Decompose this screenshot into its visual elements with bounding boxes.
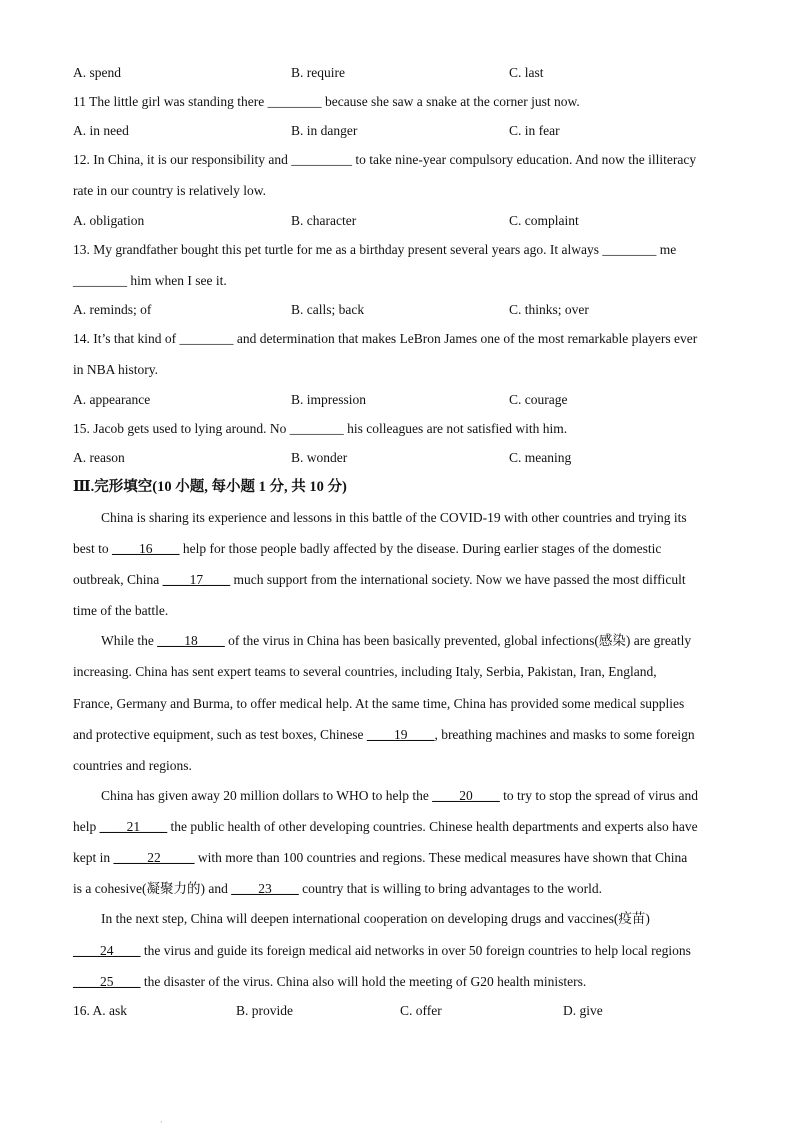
passage-text: In the next step, China will deepen international cooperation on developing drugs and vaccines(疫苗): [101, 911, 650, 926]
q10-option-a: A. spend: [73, 65, 121, 80]
q11-option-b: B. in danger: [291, 123, 358, 138]
passage-text: the virus and guide its foreign medical aid networks in over 50 foreign countries to help local regions: [140, 943, 691, 958]
passage-line: [73, 849, 687, 867]
q14-stem-line1: 14. It’s that kind of ________ and determination that makes LeBron James one of the most remarkable players ever: [73, 331, 698, 346]
passage-text: While the: [101, 633, 158, 648]
passage-text: and protective equipment, such as test boxes, Chinese: [73, 727, 367, 742]
passage-text: kept in: [73, 850, 114, 865]
page-mark: ·: [160, 1118, 163, 1127]
passage-text: China is sharing its experience and lessons in this battle of the COVID-19 with other countries and trying its: [101, 510, 687, 525]
q11-option-a: A. in need: [73, 123, 129, 138]
passage-text: help for those people badly affected by the disease. During earlier stages of the domestic: [179, 541, 662, 556]
passage-text: the disaster of the virus. China also will hold the meeting of G20 health ministers.: [140, 974, 587, 989]
passage-line: [73, 942, 691, 960]
blank-25: ____25____: [73, 974, 141, 989]
q11-stem: 11 The little girl was standing there ________ because she saw a snake at the corner just now.: [73, 94, 580, 109]
q12-stem-line2: rate in our country is relatively low.: [73, 183, 266, 198]
q14-option-c: C. courage: [509, 392, 568, 407]
q11-option-c: C. in fear: [509, 123, 560, 138]
passage-line: [101, 910, 650, 928]
q13-stem-line1: 13. My grandfather bought this pet turtle for me as a birthday present several years ago. It always ________ me: [73, 242, 677, 257]
q10-option-c: C. last: [509, 65, 544, 80]
q12-stem-line1: 12. In China, it is our responsibility and _________ to take nine-year compulsory education. And now the illiteracy: [73, 152, 697, 167]
q12-option-c: C. complaint: [509, 213, 579, 228]
passage-text: help: [73, 819, 100, 834]
passage-text: France, Germany and Burma, to offer medical help. At the same time, China has provided some medical supplies: [73, 696, 685, 711]
blank-21: ____21____: [99, 819, 168, 834]
q16-option-a: 16. A. ask: [73, 1003, 127, 1018]
passage-text: increasing. China has sent expert teams to several countries, including Italy, Serbia, Pakistan, Iran, England,: [73, 664, 657, 679]
passage-text: outbreak, China: [73, 572, 163, 587]
passage-text: with more than 100 countries and regions. These medical measures have shown that China: [194, 850, 688, 865]
passage-line: [73, 757, 192, 775]
q14-option-a: A. appearance: [73, 392, 151, 407]
q15-option-b: B. wonder: [291, 450, 348, 465]
q13-option-a: A. reminds; of: [73, 302, 152, 317]
passage-text: much support from the international society. Now we have passed the most difficult: [230, 572, 686, 587]
section-heading: Ⅲ.完形填空(10 小题, 每小题 1 分, 共 10 分): [73, 479, 347, 495]
passage-text: country that is willing to bring advantages to the world.: [298, 881, 603, 896]
passage-text: , breathing machines and masks to some foreign: [434, 727, 695, 742]
blank-19: ____19____: [366, 727, 435, 742]
blank-16: ____16____: [112, 541, 180, 556]
q14-stem-line2: in NBA history.: [73, 362, 159, 377]
passage-line: [73, 540, 661, 558]
blank-23: ____23____: [231, 881, 299, 896]
q14-option-b: B. impression: [291, 392, 367, 407]
q15-option-c: C. meaning: [509, 450, 572, 465]
q16-option-d: D. give: [563, 1003, 603, 1018]
passage-text: is a cohesive(凝聚力的) and: [73, 881, 232, 896]
q12-option-b: B. character: [291, 213, 357, 228]
passage-line: [73, 818, 698, 836]
passage-line: [73, 880, 602, 898]
passage-line: [73, 663, 657, 681]
passage-line: [73, 695, 684, 713]
passage-text: best to: [73, 541, 112, 556]
passage-text: the public health of other developing countries. Chinese health departments and experts also have: [167, 819, 698, 834]
blank-22: _____22_____: [113, 850, 195, 865]
q16-option-b: B. provide: [236, 1003, 293, 1018]
q16-option-c: C. offer: [400, 1003, 442, 1018]
blank-20: ____20____: [432, 788, 500, 803]
q13-option-b: B. calls; back: [291, 302, 365, 317]
passage-line: [73, 602, 168, 620]
q13-stem-line2: ________ him when I see it.: [73, 273, 227, 288]
blank-24: ____24____: [73, 943, 141, 958]
passage-line: [73, 726, 695, 744]
blank-18: ____18____: [157, 633, 225, 648]
q10-option-b: B. require: [291, 65, 345, 80]
passage-text: time of the battle.: [73, 603, 169, 618]
passage-text: China has given away 20 million dollars to WHO to help the: [101, 788, 433, 803]
q12-option-a: A. obligation: [73, 213, 145, 228]
passage-text: of the virus in China has been basically prevented, global infections(感染) are greatly: [224, 633, 692, 648]
passage-text: countries and regions.: [73, 758, 192, 773]
passage-line: [101, 787, 698, 805]
q15-option-a: A. reason: [73, 450, 125, 465]
q15-stem: 15. Jacob gets used to lying around. No ________ his colleagues are not satisfied with him.: [73, 421, 568, 436]
passage-line: [73, 973, 586, 991]
passage-text: to try to stop the spread of virus and: [499, 788, 699, 803]
passage-line: [73, 571, 686, 589]
q13-option-c: C. thinks; over: [509, 302, 589, 317]
passage-line: [101, 509, 687, 527]
blank-17: ____17____: [162, 572, 231, 587]
passage-line: [101, 632, 691, 650]
